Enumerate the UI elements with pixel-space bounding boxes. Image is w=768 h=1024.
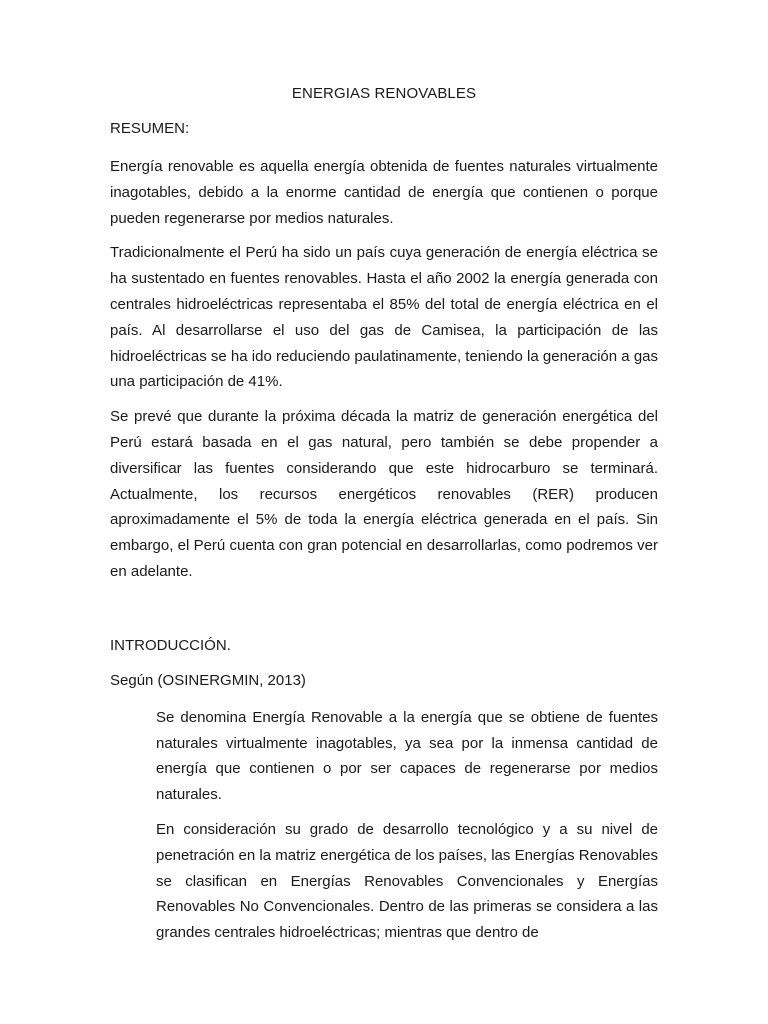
block-quote	[156, 705, 658, 946]
resumen-heading: RESUMEN:	[110, 120, 190, 137]
section-spacer	[110, 594, 658, 636]
citation-line: Según (OSINERGMIN, 2013)	[110, 671, 306, 689]
document-content	[110, 84, 658, 955]
quote-paragraph-1: Se denomina Energía Renovable a la energía que se obtiene de fuentes naturales virtualmente inagotables, ya sea por la inmensa cantidad de energía que contienen o por ser capaces de regenerarse por medios naturales.	[156, 708, 658, 804]
resumen-paragraph-1: Energía renovable es aquella energía obtenida de fuentes naturales virtualmente inagotables, debido a la enorme cantidad de energía que contienen o porque pueden regenerarse por medios naturales.	[110, 158, 658, 227]
introduccion-heading: INTRODUCCIÓN.	[110, 636, 231, 654]
quote-paragraph-2: En consideración su grado de desarrollo tecnológico y a su nivel de penetración en la matriz energética de los países, las Energías Renovables se clasifican en Energías Renovables Convencionales y Energías Renovables No Convencionales. Dentro de las primeras se considera a las grandes centrales hidroeléctricas; mientras que dentro de	[156, 820, 658, 942]
resumen-paragraph-2: Tradicionalmente el Perú ha sido un país cuya generación de energía eléctrica se ha sustentado en fuentes renovables. Hasta el año 2002 la energía generada con centrales hidroeléctricas representaba el 85% del total de energía eléctrica en el país. Al desarrollarse el uso del gas de Camisea, la participación de las hidroeléctricas se ha ido reduciendo paulatinamente, teniendo la generación a gas una participación de 41%.	[110, 244, 658, 391]
resumen-paragraph-3: Se prevé que durante la próxima década la matriz de generación energética del Perú estará basada en el gas natural, pero también se debe propender a diversificar las fuentes considerando que este hidrocarburo se terminará. Actualmente, los recursos energéticos renovables (RER) producen aproximadamente el 5% de toda la energía eléctrica generada en el país. Sin embargo, el Perú cuenta con gran potencial en desarrollarlas, como podremos ver en adelante.	[110, 408, 658, 580]
document-title: ENERGIAS RENOVABLES	[291, 85, 477, 102]
